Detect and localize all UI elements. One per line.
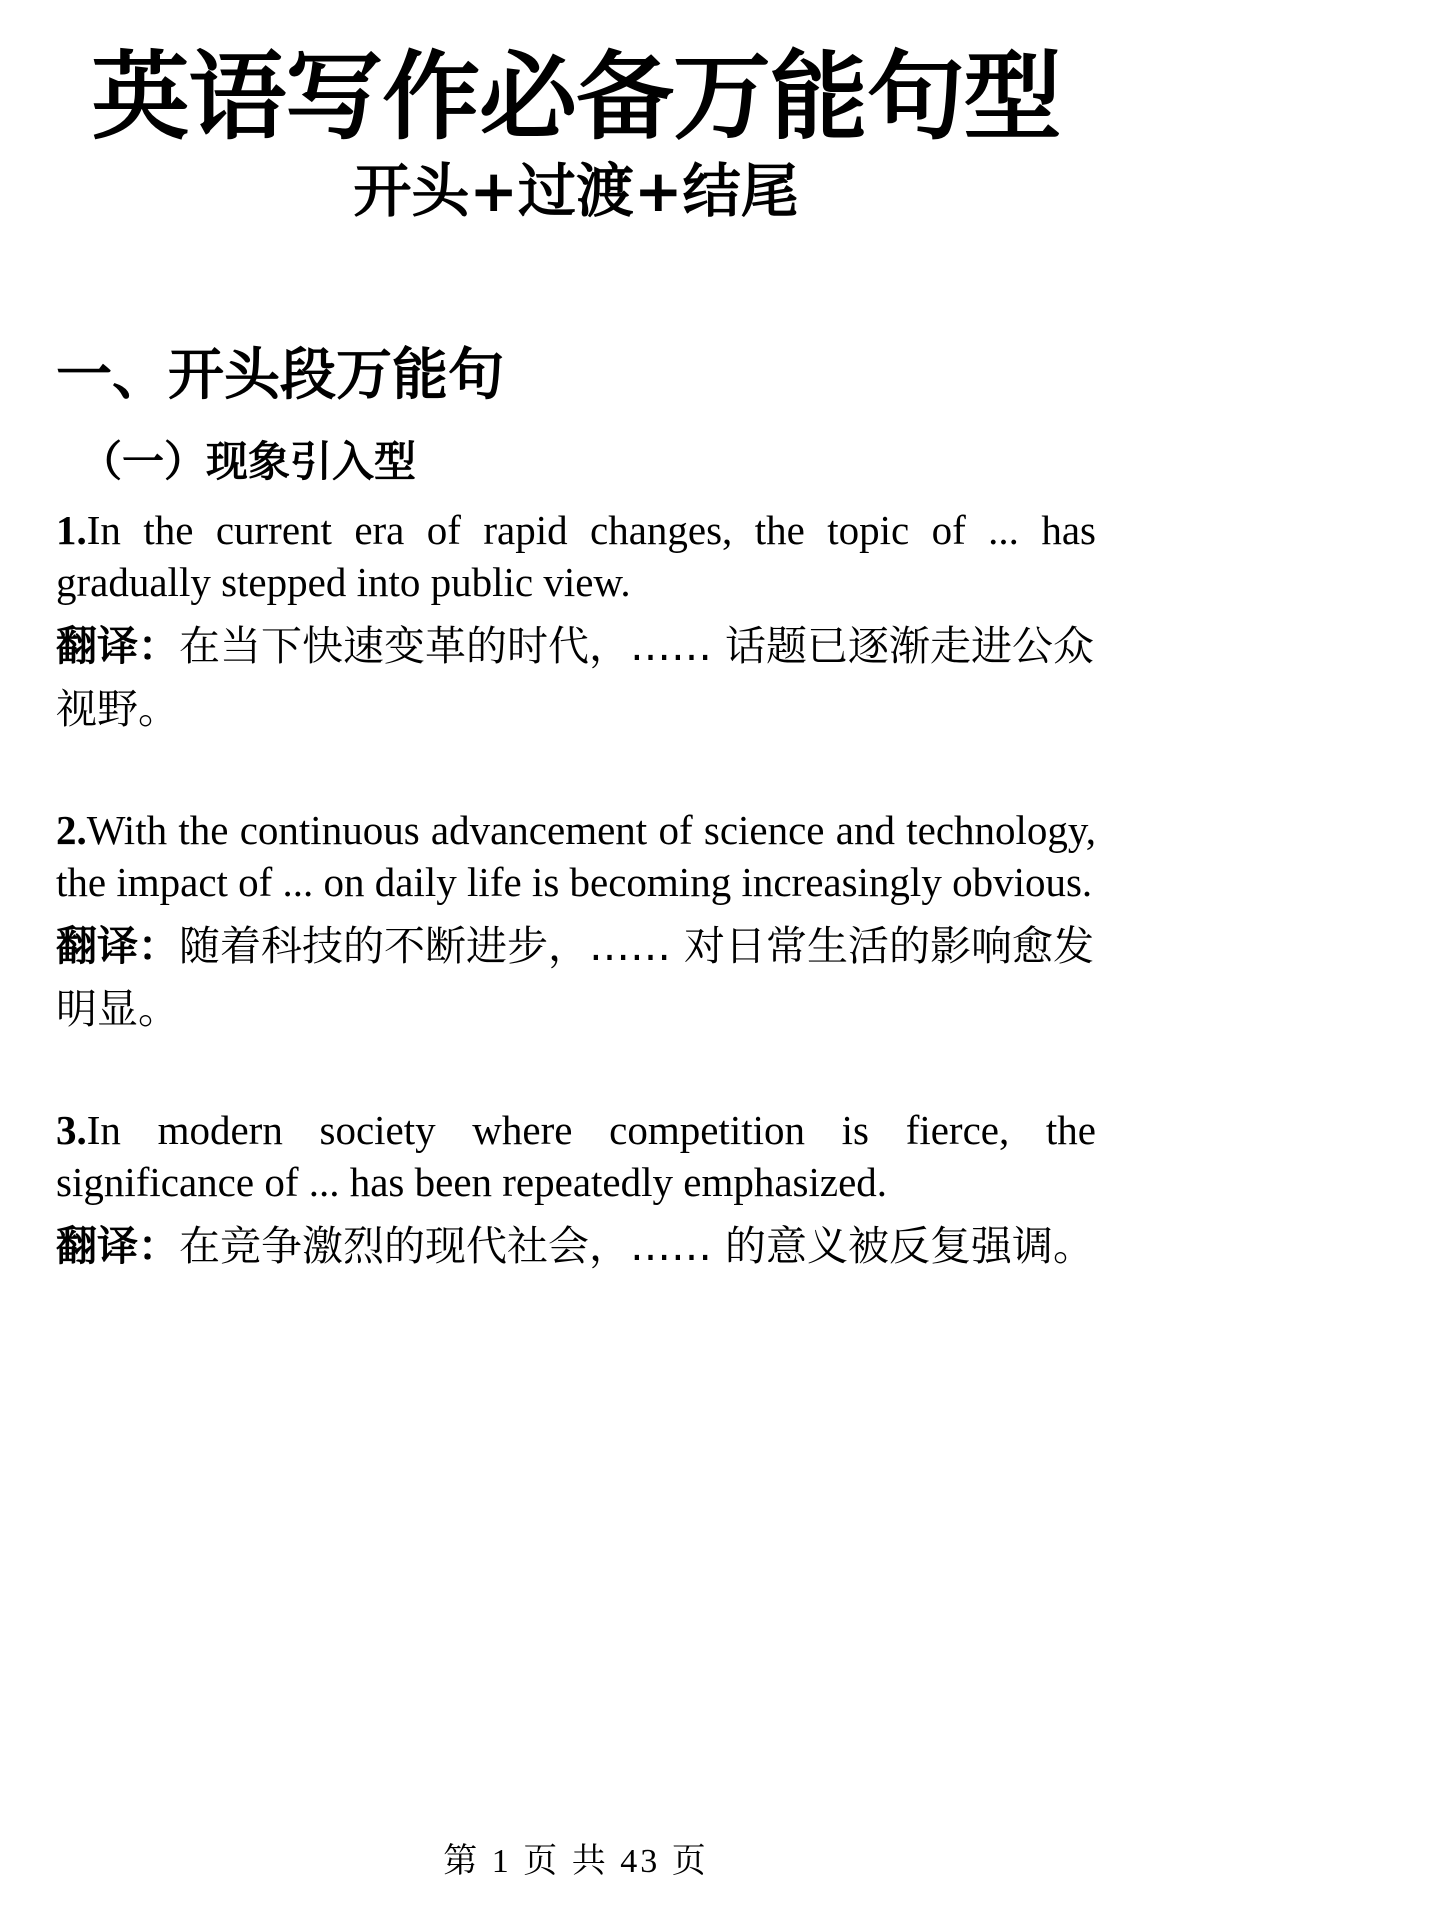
english-text-3: In modern society where competition is fierce, the significance of ... has been repeatedly emphasized. xyxy=(56,1106,1096,1206)
translation-label-1: 翻译： xyxy=(56,621,179,670)
page-footer: 第 1 页 共 43 页 xyxy=(443,1843,709,1880)
translation-text-1: 在当下快速变革的时代，…… 话题已逐渐走进公众视野。 xyxy=(56,621,1095,734)
sentence-entry-3 xyxy=(56,1104,1096,1278)
sentence-entry-2 xyxy=(56,804,1096,1042)
document-title: 英语写作必备万能句型 xyxy=(91,41,1061,153)
sentence-entry-1 xyxy=(56,504,1096,742)
translation-line-2 xyxy=(56,915,1096,1042)
english-sentence-3 xyxy=(56,1104,1096,1209)
subsection-heading: （一）现象引入型 xyxy=(80,437,417,487)
english-sentence-2 xyxy=(56,804,1096,909)
translation-label-3: 翻译： xyxy=(56,1221,179,1270)
translation-text-3: 在竞争激烈的现代社会，…… 的意义被反复强调。 xyxy=(179,1221,1095,1270)
entry-number-2: 2. xyxy=(56,806,87,853)
entry-number-3: 3. xyxy=(56,1106,87,1153)
english-sentence-1 xyxy=(56,504,1096,609)
english-text-1: In the current era of rapid changes, the topic of ... has gradually stepped into public view. xyxy=(56,506,1096,606)
section-heading: 一、开头段万能句 xyxy=(56,343,504,409)
translation-line-3 xyxy=(56,1215,1096,1279)
english-text-2: With the continuous advancement of science and technology, the impact of ... on daily life is becoming increasingly obvious. xyxy=(56,806,1096,906)
translation-label-2: 翻译： xyxy=(56,921,179,970)
translation-line-1 xyxy=(56,615,1096,742)
entry-number-1: 1. xyxy=(56,506,87,553)
document-subtitle: 开头+过渡+结尾 xyxy=(353,156,799,225)
translation-text-2: 随着科技的不断进步，…… 对日常生活的影响愈发明显。 xyxy=(56,921,1095,1034)
